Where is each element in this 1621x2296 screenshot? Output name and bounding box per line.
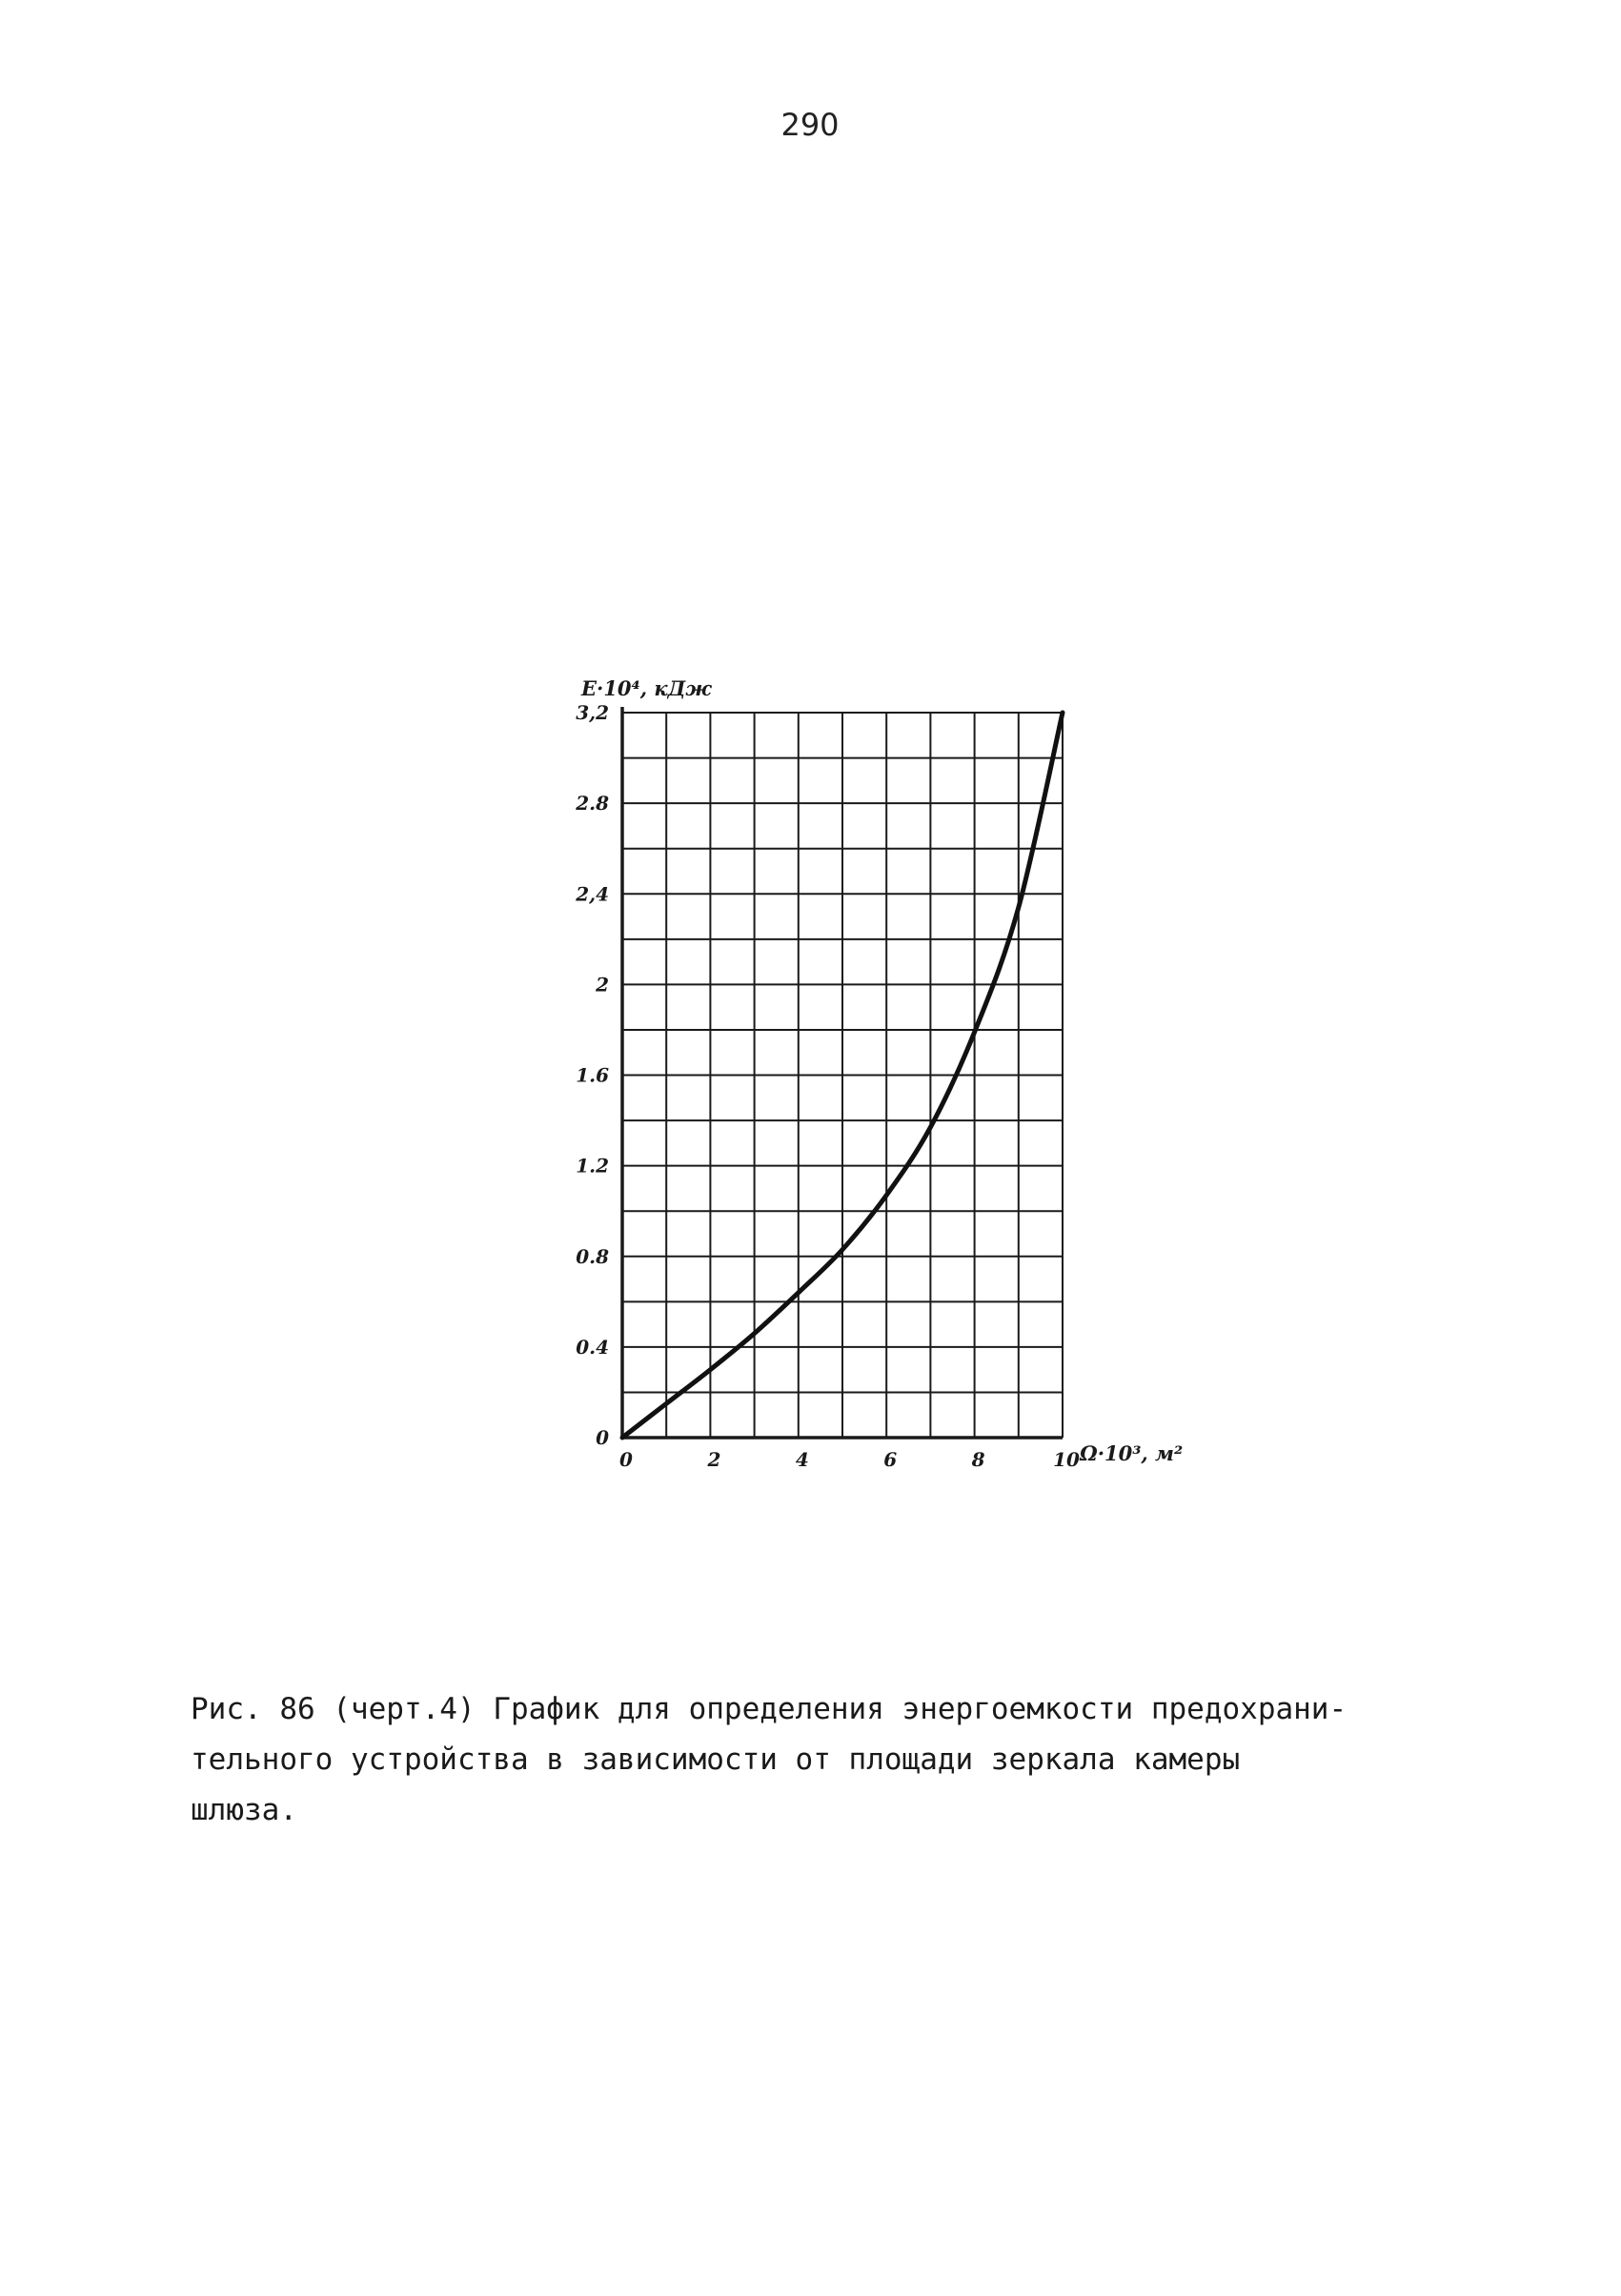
caption-line-3: шлюза. <box>191 1793 297 1827</box>
energy-capacity-chart <box>534 657 1201 1496</box>
y-axis-label: E·10⁴, кДж <box>581 676 712 700</box>
y-tick-label: 2.8 <box>576 792 609 816</box>
x-tick-label: 0 <box>619 1448 633 1471</box>
y-tick-label: 1.2 <box>576 1154 609 1178</box>
figure-caption <box>191 1684 1449 1836</box>
y-tick-label: 0.8 <box>576 1244 609 1268</box>
x-axis-label: Ω·10³, м² <box>1080 1441 1184 1465</box>
y-tick-label: 0.4 <box>576 1335 609 1359</box>
x-axis-ticks <box>619 1448 1080 1471</box>
y-tick-label: 3,2 <box>576 701 609 724</box>
caption-line-1: Рис. 86 (черт.4) График для определения энергоемкости предохрани- <box>191 1692 1347 1726</box>
y-tick-label: 0 <box>596 1426 609 1449</box>
x-tick-label: 4 <box>795 1448 809 1471</box>
chart-grid <box>622 713 1063 1438</box>
y-axis-ticks <box>575 701 609 1449</box>
x-tick-label: 8 <box>971 1448 985 1471</box>
y-tick-label: 1.6 <box>576 1063 609 1087</box>
y-tick-label: 2,4 <box>576 882 609 906</box>
page-number: 290 <box>780 107 840 143</box>
x-tick-label: 6 <box>883 1448 898 1471</box>
x-tick-label: 2 <box>707 1448 721 1471</box>
x-tick-label: 10 <box>1053 1448 1080 1471</box>
y-tick-label: 2 <box>596 973 609 997</box>
caption-line-2: тельного устройства в зависимости от площади зеркала камеры <box>191 1742 1241 1777</box>
